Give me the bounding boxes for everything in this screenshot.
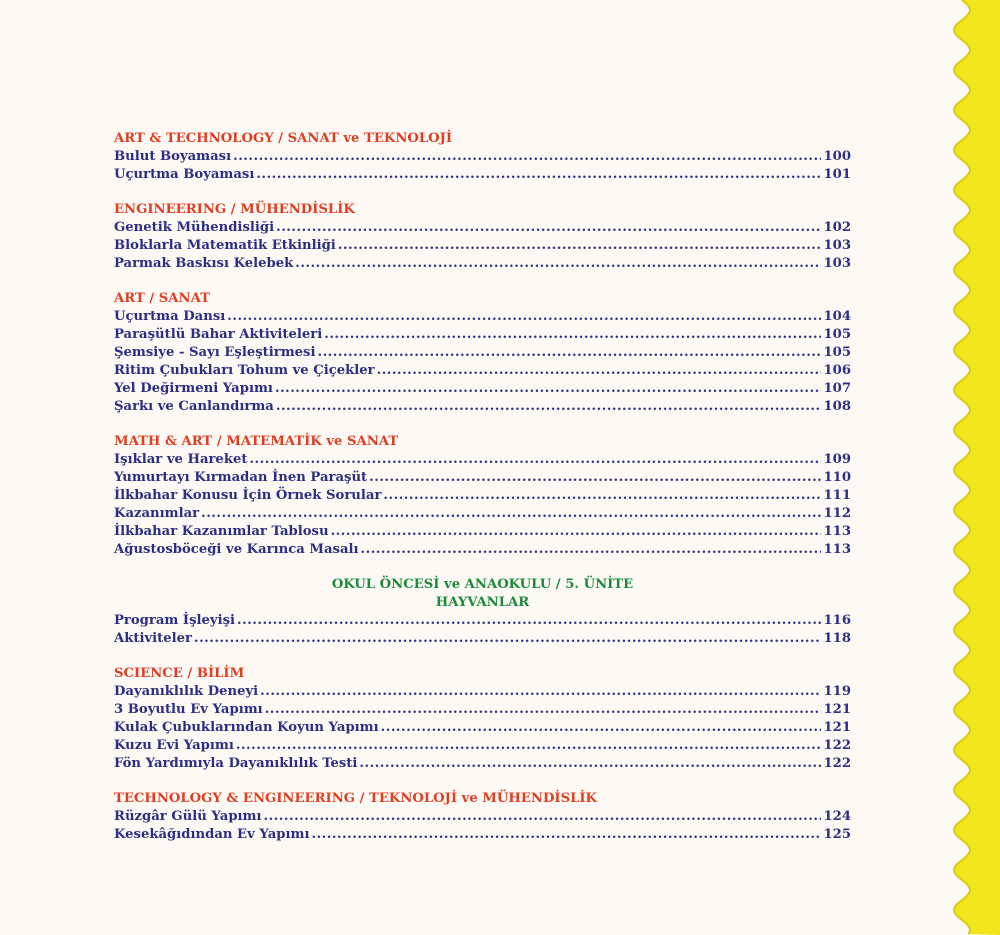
entry-title: Yel Değirmeni Yapımı	[114, 381, 273, 396]
entry-title: Kulak Çubuklarından Koyun Yapımı	[114, 720, 379, 735]
entry-page: 105	[823, 327, 851, 342]
entry-page: 113	[823, 542, 851, 557]
leader-dots	[265, 701, 822, 719]
toc-entry	[114, 148, 851, 166]
table-of-contents	[114, 130, 851, 844]
leader-dots	[237, 612, 821, 630]
entry-page: 108	[823, 399, 851, 414]
entry-page: 125	[823, 827, 851, 842]
entry-title: Fön Yardımıyla Dayanıklılık Testi	[114, 756, 358, 771]
entry-page: 110	[823, 470, 851, 485]
leader-dots	[361, 541, 822, 559]
toc-entry	[114, 701, 851, 719]
toc-entry	[114, 630, 851, 648]
leader-dots	[276, 219, 821, 237]
toc-entry	[114, 451, 851, 469]
toc-section	[114, 790, 851, 844]
entry-page: 112	[823, 506, 851, 521]
toc-entry	[114, 683, 851, 701]
leader-dots	[201, 505, 821, 523]
leader-dots	[276, 398, 822, 416]
entry-title: Şarkı ve Canlandırma	[114, 399, 274, 414]
entry-title: Şemsiye - Sayı Eşleştirmesi	[114, 345, 316, 360]
entry-title: 3 Boyutlu Ev Yapımı	[114, 702, 263, 717]
toc-section	[114, 130, 851, 184]
section-heading: MATH & ART / MATEMATİK ve SANAT	[114, 434, 399, 449]
toc-entry	[114, 344, 851, 362]
entry-title: Yumurtayı Kırmadan İnen Paraşüt	[114, 470, 368, 485]
toc-entry	[114, 808, 851, 826]
toc-entry	[114, 826, 851, 844]
toc-entry	[114, 237, 851, 255]
entry-page: 118	[823, 631, 851, 646]
entry-page: 100	[823, 149, 851, 164]
toc-entry	[114, 612, 851, 630]
entry-title: Kesekâğıdından Ev Yapımı	[114, 827, 310, 842]
leader-dots	[331, 523, 822, 541]
entry-page: 122	[823, 738, 851, 753]
leader-dots	[383, 487, 821, 505]
entry-title: Uçurtma Boyaması	[114, 167, 255, 182]
section-heading: SCIENCE / BİLİM	[114, 666, 245, 681]
leader-dots	[369, 469, 821, 487]
leader-dots	[260, 683, 821, 701]
leader-dots	[377, 362, 822, 380]
toc-entry	[114, 308, 851, 326]
entry-title: Parmak Baskısı Kelebek	[114, 256, 294, 271]
entry-title: Dayanıklılık Deneyi	[114, 684, 259, 699]
toc-entry	[114, 487, 851, 505]
entry-page: 109	[823, 452, 851, 467]
leader-dots	[324, 326, 821, 344]
leader-dots	[312, 826, 822, 844]
entry-title: İlkbahar Kazanımlar Tablosu	[114, 524, 329, 539]
unit-subheading: HAYVANLAR	[435, 595, 530, 610]
entry-title: Kazanımlar	[114, 506, 200, 521]
entry-title: İlkbahar Konusu İçin Örnek Sorular	[114, 488, 382, 503]
band-edge	[954, 0, 970, 934]
toc-entry	[114, 523, 851, 541]
toc-section	[114, 665, 851, 773]
leader-dots	[194, 630, 821, 648]
entry-page: 103	[823, 238, 851, 253]
leader-dots	[359, 755, 821, 773]
entry-title: Bloklarla Matematik Etkinliği	[114, 238, 336, 253]
entry-page: 107	[823, 381, 851, 396]
toc-entry	[114, 326, 851, 344]
entry-page: 102	[823, 220, 851, 235]
leader-dots	[338, 237, 822, 255]
toc-entry	[114, 469, 851, 487]
toc-section	[114, 201, 851, 273]
toc-entry	[114, 755, 851, 773]
toc-entry	[114, 166, 851, 184]
toc-entry	[114, 380, 851, 398]
entry-title: Aktiviteler	[114, 631, 192, 646]
entry-page: 103	[823, 256, 851, 271]
unit-heading: OKUL ÖNCESİ ve ANAOKULU / 5. ÜNİTE	[331, 577, 634, 592]
entry-page: 116	[823, 613, 851, 628]
entry-title: Bulut Boyaması	[114, 149, 232, 164]
entry-title: Paraşütlü Bahar Aktiviteleri	[114, 327, 323, 342]
entry-title: Genetik Mühendisliği	[114, 220, 275, 235]
entry-page: 113	[823, 524, 851, 539]
toc-section	[114, 433, 851, 559]
unit-section	[114, 576, 851, 648]
toc-section	[114, 290, 851, 416]
leader-dots	[227, 308, 821, 326]
leader-dots	[295, 255, 821, 273]
entry-page: 106	[823, 363, 851, 378]
section-heading: ENGINEERING / MÜHENDİSLİK	[114, 202, 355, 217]
entry-page: 124	[823, 809, 851, 824]
toc-entry	[114, 219, 851, 237]
toc-entry	[114, 541, 851, 559]
entry-title: Rüzgâr Gülü Yapımı	[114, 809, 262, 824]
entry-title: Program İşleyişi	[114, 613, 236, 628]
leader-dots	[236, 737, 822, 755]
section-heading: ART & TECHNOLOGY / SANAT ve TEKNOLOJİ	[114, 131, 453, 146]
leader-dots	[381, 719, 822, 737]
entry-page: 121	[823, 702, 851, 717]
leader-dots	[264, 808, 822, 826]
section-heading: TECHNOLOGY & ENGINEERING / TEKNOLOJİ ve MÜHENDİSLİK	[114, 791, 597, 806]
toc-entry	[114, 398, 851, 416]
entry-title: Kuzu Evi Yapımı	[114, 738, 234, 753]
toc-entry	[114, 255, 851, 273]
entry-page: 101	[823, 167, 851, 182]
leader-dots	[317, 344, 821, 362]
entry-page: 104	[823, 309, 851, 324]
section-heading: ART / SANAT	[114, 291, 210, 306]
leader-dots	[233, 148, 821, 166]
toc-entry	[114, 737, 851, 755]
entry-page: 111	[823, 488, 851, 503]
entry-page: 119	[823, 684, 851, 699]
toc-entry	[114, 719, 851, 737]
entry-page: 122	[823, 756, 851, 771]
entry-page: 105	[823, 345, 851, 360]
entry-title: Ritim Çubukları Tohum ve Çiçekler	[114, 363, 375, 378]
yellow-band	[954, 0, 1000, 935]
leader-dots	[256, 166, 821, 184]
leader-dots	[275, 380, 822, 398]
entry-title: Ağustosböceği ve Karınca Masalı	[114, 542, 359, 557]
entry-title: Işıklar ve Hareket	[114, 452, 248, 467]
entry-page: 121	[823, 720, 851, 735]
toc-entry	[114, 362, 851, 380]
leader-dots	[249, 451, 821, 469]
entry-title: Uçurtma Dansı	[114, 309, 226, 324]
toc-entry	[114, 505, 851, 523]
